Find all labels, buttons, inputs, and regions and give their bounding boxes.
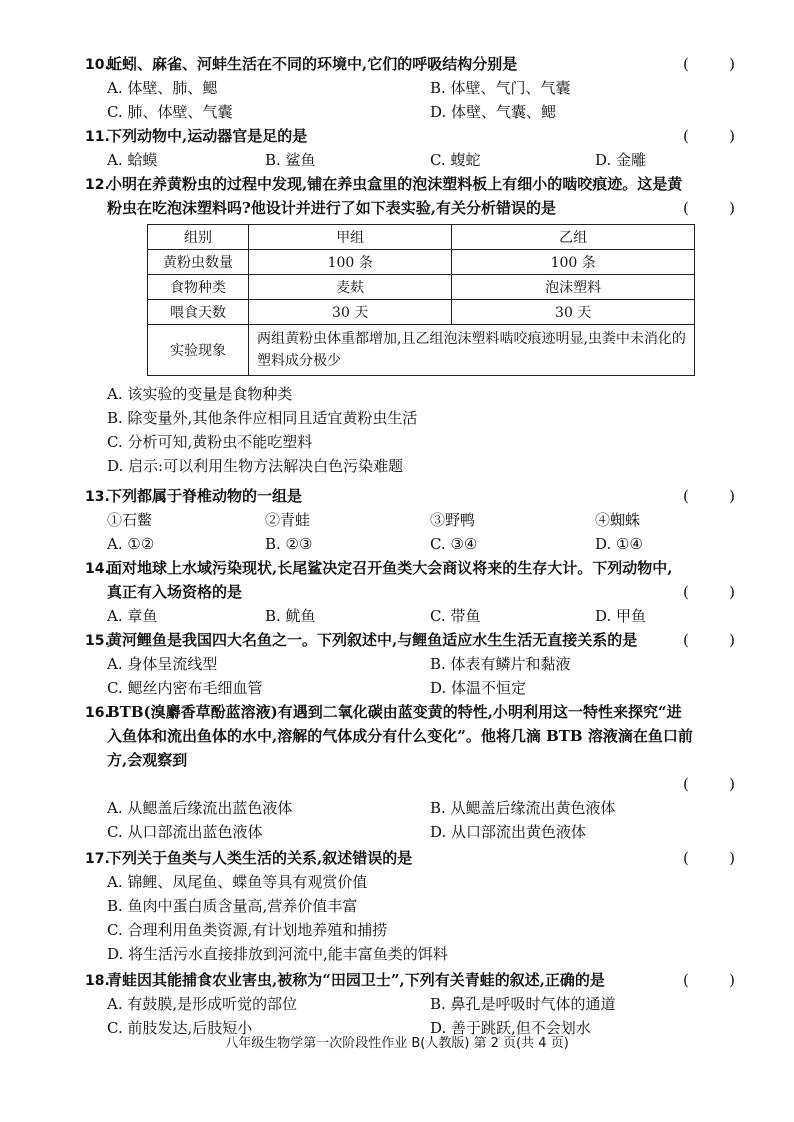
question-stem-cont: 粉虫在吃泡沫塑料吗?他设计并进行了如下表实验,有关分析错误的是 ( ) xyxy=(107,199,735,217)
option-a[interactable]: A. 章鱼 xyxy=(107,607,158,625)
question-stem: 15.黄河鲤鱼是我国四大名鱼之一。下列叙述中,与鲤鱼适应水生生活无直接关系的是 ( ) xyxy=(85,628,735,652)
option-d[interactable]: D. 金雕 xyxy=(595,151,647,169)
options-row xyxy=(85,76,735,100)
table-row xyxy=(148,325,695,376)
options-row xyxy=(85,992,735,1016)
option-c[interactable]: C. 肺、体壁、气囊 xyxy=(107,103,233,121)
stem-text: BTB(溴麝香草酚蓝溶液)有遇到二氧化碳由蓝变黄的特性,小明利用这一特性来探究“进 xyxy=(107,703,682,721)
question-stem xyxy=(85,700,735,724)
item-3: ③野鸭 xyxy=(430,511,476,529)
question-stem: 18.青蛙因其能捕食农业害虫,被称为“田园卫士”,下列有关青蛙的叙述,正确的是 ( ) xyxy=(85,968,735,992)
option-c[interactable]: C. 合理利用鱼类资源,有计划地养殖和捕捞 xyxy=(107,921,388,939)
stem-text: 粉虫在吃泡沫塑料吗?他设计并进行了如下表实验,有关分析错误的是 xyxy=(107,199,557,217)
option-c[interactable]: C. 从口部流出蓝色液体 xyxy=(107,823,263,841)
question-10 xyxy=(85,52,735,124)
option-d[interactable]: D. 启示:可以利用生物方法解决白色污染难题 xyxy=(107,457,404,475)
option-b[interactable]: B. 鲨鱼 xyxy=(265,151,316,169)
question-number: 17. xyxy=(85,851,110,867)
option-d[interactable]: D. ①④ xyxy=(595,535,643,553)
option-a[interactable]: A. 从鳃盖后缘流出蓝色液体 xyxy=(107,799,293,817)
option-d[interactable]: D. 善于跳跃,但不会划水 xyxy=(430,1019,591,1037)
option-d[interactable]: D. 甲鱼 xyxy=(595,607,647,625)
table-cell: 两组黄粉虫体重都增加,且乙组泡沫塑料啮咬痕迹明显,虫粪中未消化的塑料成分极少 xyxy=(249,325,695,376)
option-a[interactable]: A. 蛤蟆 xyxy=(107,151,158,169)
option-a[interactable]: A. ①② xyxy=(107,535,155,553)
option-b[interactable]: B. 鱿鱼 xyxy=(265,607,316,625)
question-number: 15. xyxy=(85,633,110,649)
options-row xyxy=(85,148,735,172)
item-1: ①石鳖 xyxy=(107,511,153,529)
options-row xyxy=(85,676,735,700)
option-c[interactable]: C. 带鱼 xyxy=(430,607,481,625)
table-cell: 30 天 xyxy=(249,300,452,325)
option-a[interactable]: A. 锦鲤、凤尾鱼、蝶鱼等具有观赏价值 xyxy=(107,873,368,891)
option-b[interactable]: B. 从鳃盖后缘流出黄色液体 xyxy=(430,799,616,817)
question-number: 13. xyxy=(85,489,110,505)
stem-text: 面对地球上水域污染现状,长尾鲨决定召开鱼类大会商议将来的生存大计。下列动物中, xyxy=(107,559,673,577)
items-row xyxy=(85,508,735,532)
option-c[interactable]: C. 前肢发达,后肢短小 xyxy=(107,1019,253,1037)
question-stem: 11.下列动物中,运动器官是足的是 ( ) xyxy=(85,124,735,148)
stem-text: 蚯蚓、麻雀、河蚌生活在不同的环境中,它们的呼吸结构分别是 xyxy=(107,55,518,73)
table-cell: 喂食天数 xyxy=(148,300,249,325)
question-stem-cont xyxy=(85,748,735,772)
question-18 xyxy=(85,968,735,1040)
table-row xyxy=(148,250,695,275)
table-cell: 100 条 xyxy=(452,250,695,275)
option-d[interactable]: D. 体温不恒定 xyxy=(430,679,527,697)
stem-text: 下列关于鱼类与人类生活的关系,叙述错误的是 xyxy=(107,849,413,867)
option-b[interactable]: B. 鼻孔是呼吸时气体的通道 xyxy=(430,995,616,1013)
table-row xyxy=(148,275,695,300)
question-15 xyxy=(85,628,735,700)
table-header: 组别 xyxy=(148,225,249,250)
question-12 xyxy=(85,172,735,478)
question-stem xyxy=(85,556,735,580)
question-14 xyxy=(85,556,735,628)
options-row xyxy=(85,820,735,844)
option-b[interactable]: B. 体壁、气门、气囊 xyxy=(430,79,571,97)
options-row xyxy=(85,604,735,628)
item-4: ④蜘蛛 xyxy=(595,511,641,529)
question-number: 11. xyxy=(85,129,110,145)
option-c[interactable]: C. 鳃丝内密布毛细血管 xyxy=(107,679,263,697)
question-13 xyxy=(85,484,735,556)
option-b[interactable]: B. 体表有鳞片和黏液 xyxy=(430,655,571,673)
page-footer: 八年级生物学第一次阶段性作业 B(人教版) 第 2 页(共 4 页) xyxy=(225,1036,569,1051)
stem-text: 黄河鲤鱼是我国四大名鱼之一。下列叙述中,与鲤鱼适应水生生活无直接关系的是 xyxy=(107,631,638,649)
question-number: 12. xyxy=(85,177,110,193)
table-header: 甲组 xyxy=(249,225,452,250)
table-row xyxy=(148,225,695,250)
option-c[interactable]: C. 分析可知,黄粉虫不能吃塑料 xyxy=(107,433,313,451)
option-c[interactable]: C. 蝮蛇 xyxy=(430,151,481,169)
stem-text: 小明在养黄粉虫的过程中发现,铺在养虫盒里的泡沫塑料板上有细小的啮咬痕迹。这是黄 xyxy=(107,175,683,193)
option-a[interactable]: A. 该实验的变量是食物种类 xyxy=(107,385,293,403)
option-d[interactable]: D. 将生活污水直接排放到河流中,能丰富鱼类的饵料 xyxy=(107,945,448,963)
table-header: 乙组 xyxy=(452,225,695,250)
question-stem xyxy=(85,172,735,196)
table-cell: 黄粉虫数量 xyxy=(148,250,249,275)
options-row xyxy=(85,652,735,676)
options-row xyxy=(85,100,735,124)
table-cell: 麦麸 xyxy=(249,275,452,300)
question-16 xyxy=(85,700,735,844)
question-number: 16. xyxy=(85,705,110,721)
option-a[interactable]: A. 体壁、肺、鳃 xyxy=(107,79,218,97)
stem-text: 入鱼体和流出鱼体的水中,溶解的气体成分有什么变化”。他将几滴 BTB 溶液滴在鱼口前 xyxy=(107,727,693,745)
stem-text: 真正有入场资格的是 xyxy=(107,583,243,601)
option-d[interactable]: D. 体壁、气囊、鳃 xyxy=(430,103,557,121)
stem-text: 下列都属于脊椎动物的一组是 xyxy=(107,487,303,505)
question-stem: 13.下列都属于脊椎动物的一组是 ( ) xyxy=(85,484,735,508)
option-b[interactable]: B. ②③ xyxy=(265,535,313,553)
question-11 xyxy=(85,124,735,172)
answer-row: ( ) xyxy=(683,775,735,793)
table-cell: 30 天 xyxy=(452,300,695,325)
option-a[interactable]: A. 有鼓膜,是形成听觉的部位 xyxy=(107,995,298,1013)
stem-text: 青蛙因其能捕食农业害虫,被称为“田园卫士”,下列有关青蛙的叙述,正确的是 xyxy=(107,971,605,989)
table-cell: 泡沫塑料 xyxy=(452,275,695,300)
question-number: 14. xyxy=(85,561,110,577)
question-number: 10. xyxy=(85,57,110,73)
option-a[interactable]: A. 身体呈流线型 xyxy=(107,655,218,673)
question-stem: 10.蚯蚓、麻雀、河蚌生活在不同的环境中,它们的呼吸结构分别是 ( ) xyxy=(85,52,735,76)
table-cell: 100 条 xyxy=(249,250,452,275)
question-stem: 17.下列关于鱼类与人类生活的关系,叙述错误的是 ( ) xyxy=(85,846,735,870)
stem-text: 方,会观察到 xyxy=(107,751,188,769)
question-number: 18. xyxy=(85,973,110,989)
option-c[interactable]: C. ③④ xyxy=(430,535,478,553)
options-row xyxy=(85,532,735,556)
table-cell: 食物种类 xyxy=(148,275,249,300)
option-b[interactable]: B. 除变量外,其他条件应相同且适宜黄粉虫生活 xyxy=(107,409,418,427)
option-b[interactable]: B. 鱼肉中蛋白质含量高,营养价值丰富 xyxy=(107,897,358,915)
stem-text: 下列动物中,运动器官是足的是 xyxy=(107,127,308,145)
experiment-table xyxy=(147,224,695,376)
question-17 xyxy=(85,846,735,966)
question-stem-cont: 真正有入场资格的是 ( ) xyxy=(107,583,735,601)
option-d[interactable]: D. 从口部流出黄色液体 xyxy=(430,823,587,841)
table-row xyxy=(148,300,695,325)
item-2: ②青蛙 xyxy=(265,511,311,529)
question-stem-cont xyxy=(85,724,735,748)
options-row xyxy=(85,796,735,820)
table-cell: 实验现象 xyxy=(148,325,249,376)
